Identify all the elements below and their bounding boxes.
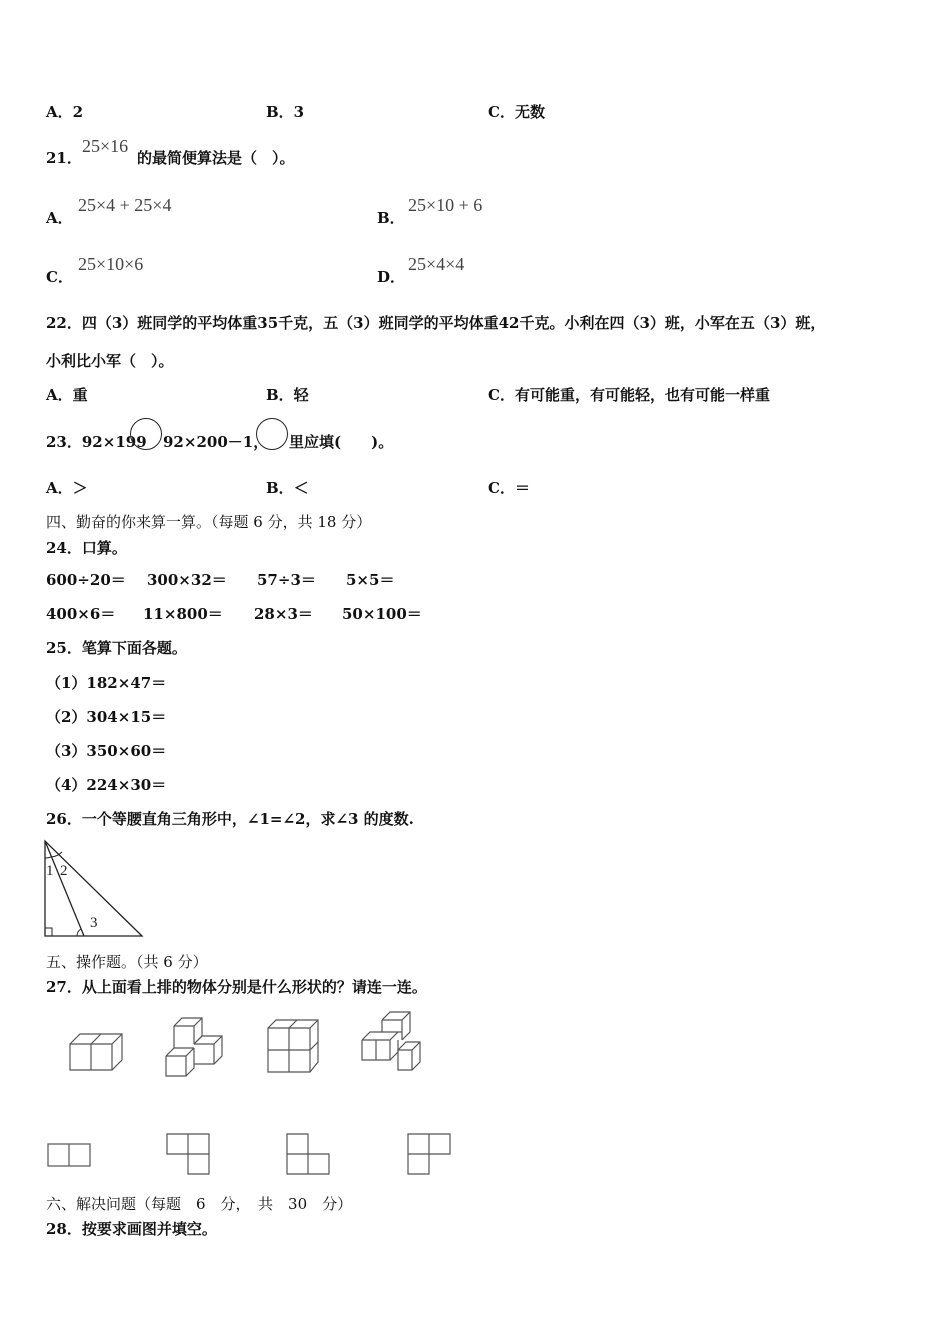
section-6-heading: 六、解决问题（每题 6 分， 共 30 分） (46, 1195, 353, 1213)
q23-option-c: C．＝ (488, 479, 530, 497)
q23-part3: 里应填( )。 (289, 433, 394, 451)
q24-title: 24．口算。 (46, 539, 127, 557)
q23-option-a: A．＞ (46, 479, 88, 497)
q26-question: 26．一个等腰直角三角形中，∠1=∠2，求∠3 的度数. (46, 810, 414, 828)
q25-item: （2）304×15＝ (46, 708, 167, 726)
q24-item: 50×100＝ (342, 605, 422, 623)
q24-item: 28×3＝ (254, 605, 313, 623)
q24-item: 11×800＝ (143, 605, 223, 623)
q24-item: 600÷20＝ (46, 571, 126, 589)
q22-question-line2: 小利比小军（ ）。 (46, 352, 174, 370)
q24-item: 300×32＝ (147, 571, 227, 589)
q22-option-c: C．有可能重，有可能轻，也有可能一样重 (488, 386, 770, 404)
q21-option-c-expr: 25×10×6 (78, 254, 144, 274)
angle-label-3: 3 (90, 915, 98, 931)
q21-option-b-label: B． (377, 209, 405, 227)
angle-label-2: 2 (60, 863, 68, 879)
cube-stack-4 (356, 1008, 426, 1074)
q27-question: 27．从上面看上排的物体分别是什么形状的？请连一连。 (46, 978, 427, 996)
section-5-heading: 五、操作题。（共 6 分） (46, 953, 208, 971)
cube-stack-1 (66, 1028, 126, 1074)
cube-stack-3 (262, 1016, 324, 1076)
q22-question-line1: 22．四（3）班同学的平均体重35千克，五（3）班同学的平均体重42千克。小利在四（3）班，小军在五（3）班， (46, 314, 826, 332)
q21-option-a-expr: 25×4 + 25×4 (78, 195, 172, 215)
q25-item: （1）182×47＝ (46, 674, 167, 692)
q20-option-b: B．3 (266, 103, 305, 121)
q25-item: （3）350×60＝ (46, 742, 167, 760)
q22-option-b: B．轻 (266, 386, 309, 404)
q24-item: 57÷3＝ (257, 571, 316, 589)
top-view-4 (406, 1132, 452, 1176)
q21-option-a-label: A． (46, 209, 73, 227)
top-view-2 (165, 1132, 211, 1176)
angle-label-1: 1 (46, 863, 54, 879)
answer-circle-1 (130, 418, 162, 450)
q24-item: 5×5＝ (346, 571, 395, 589)
q21-option-c-label: C． (46, 268, 73, 286)
section-4-heading: 四、勤奋的你来算一算。（每题 6 分，共 18 分） (46, 513, 372, 531)
q22-option-a: A．重 (46, 386, 88, 404)
q21-option-b-expr: 25×10 + 6 (408, 195, 483, 215)
q25-item: （4）224×30＝ (46, 776, 167, 794)
q23-part1: 23．92×199 (46, 433, 147, 451)
answer-circle-2 (256, 418, 288, 450)
q21-question: 的最简便算法是（ ）。 (137, 149, 295, 167)
q21-expression: 25×16 (82, 136, 129, 156)
q21-number: 21． (46, 149, 82, 167)
q20-option-c: C．无数 (488, 103, 545, 121)
triangle-figure (40, 838, 150, 942)
q23-option-b: B．＜ (266, 479, 309, 497)
cube-stack-2 (160, 1014, 226, 1078)
q28-question: 28．按要求画图并填空。 (46, 1220, 217, 1238)
q25-title: 25．笔算下面各题。 (46, 639, 187, 657)
top-view-1 (46, 1142, 92, 1168)
q21-option-d-expr: 25×4×4 (408, 254, 465, 274)
q24-item: 400×6＝ (46, 605, 116, 623)
top-view-3 (285, 1132, 331, 1176)
q20-option-a: A．2 (46, 103, 84, 121)
q21-option-d-label: D． (377, 268, 406, 286)
q23-part2: 92×200－1， (163, 433, 269, 451)
